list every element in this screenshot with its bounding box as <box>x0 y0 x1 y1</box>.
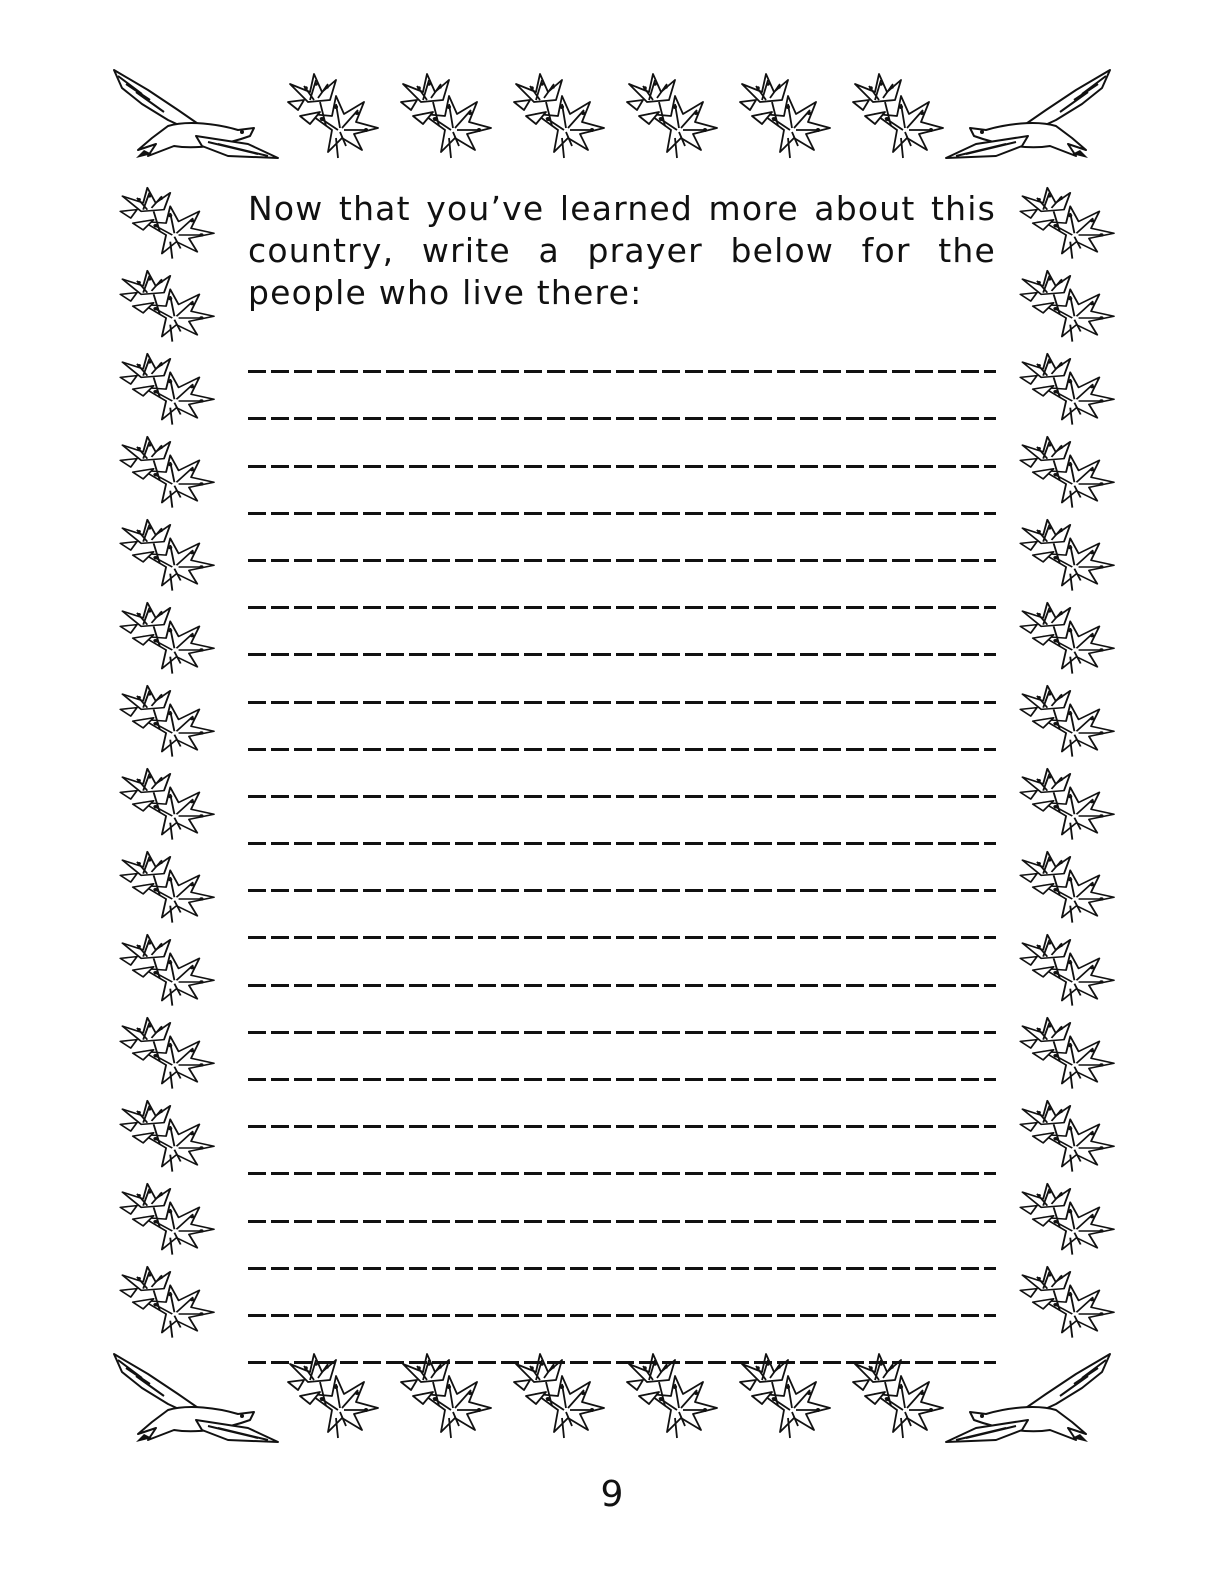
writing-line[interactable] <box>248 708 996 755</box>
flower-cluster-icon <box>112 1016 216 1092</box>
flower-cluster-icon <box>732 72 832 162</box>
writing-line[interactable] <box>248 330 996 377</box>
flower-cluster-icon <box>112 1099 216 1175</box>
flower-cluster-icon <box>1012 601 1116 677</box>
writing-line[interactable] <box>248 1274 996 1321</box>
flower-cluster-icon <box>393 72 493 162</box>
flower-cluster-icon <box>1012 1016 1116 1092</box>
writing-line[interactable] <box>248 849 996 896</box>
flower-cluster-icon <box>1012 850 1116 926</box>
bird-icon <box>108 66 280 166</box>
writing-line[interactable] <box>248 991 996 1038</box>
writing-line[interactable] <box>248 613 996 660</box>
writing-lines <box>248 330 996 1368</box>
flower-cluster-icon <box>112 269 216 345</box>
flower-cluster-icon <box>112 850 216 926</box>
bird-icon <box>944 66 1116 166</box>
flower-cluster-icon <box>112 1265 216 1341</box>
flower-cluster-icon <box>1012 1182 1116 1258</box>
flower-cluster-icon <box>1012 1099 1116 1175</box>
writing-line[interactable] <box>248 802 996 849</box>
writing-line[interactable] <box>248 1227 996 1274</box>
flower-cluster-icon <box>112 352 216 428</box>
page-number: 9 <box>600 1474 624 1515</box>
flower-cluster-icon <box>1012 186 1116 262</box>
flower-cluster-icon <box>112 601 216 677</box>
flower-cluster-icon <box>112 435 216 511</box>
flower-cluster-icon <box>1012 684 1116 760</box>
writing-line[interactable] <box>248 1038 996 1085</box>
flower-cluster-icon <box>1012 518 1116 594</box>
flower-cluster-icon <box>1012 767 1116 843</box>
writing-line[interactable] <box>248 472 996 519</box>
writing-line[interactable] <box>248 566 996 613</box>
flower-cluster-icon <box>112 767 216 843</box>
writing-line[interactable] <box>248 1321 996 1368</box>
prayer-prompt: Now that you’ve learned more about this country, write a prayer below for the people who live there: <box>248 189 996 312</box>
flower-cluster-icon <box>1012 933 1116 1009</box>
flower-cluster-icon <box>112 186 216 262</box>
writing-line[interactable] <box>248 755 996 802</box>
writing-line[interactable] <box>248 1085 996 1132</box>
flower-cluster-icon <box>1012 269 1116 345</box>
flower-cluster-icon <box>112 518 216 594</box>
flower-cluster-icon <box>845 72 945 162</box>
writing-line[interactable] <box>248 1132 996 1179</box>
flower-cluster-icon <box>1012 1265 1116 1341</box>
writing-line[interactable] <box>248 424 996 471</box>
flower-cluster-icon <box>1012 435 1116 511</box>
flower-cluster-icon <box>112 1182 216 1258</box>
flower-cluster-icon <box>1012 352 1116 428</box>
flower-cluster-icon <box>112 933 216 1009</box>
flower-cluster-icon <box>112 684 216 760</box>
writing-line[interactable] <box>248 519 996 566</box>
writing-line[interactable] <box>248 896 996 943</box>
flower-cluster-icon <box>506 72 606 162</box>
writing-line[interactable] <box>248 377 996 424</box>
writing-line[interactable] <box>248 943 996 990</box>
flower-cluster-icon <box>619 72 719 162</box>
flower-cluster-icon <box>280 72 380 162</box>
writing-line[interactable] <box>248 660 996 707</box>
writing-line[interactable] <box>248 1179 996 1226</box>
